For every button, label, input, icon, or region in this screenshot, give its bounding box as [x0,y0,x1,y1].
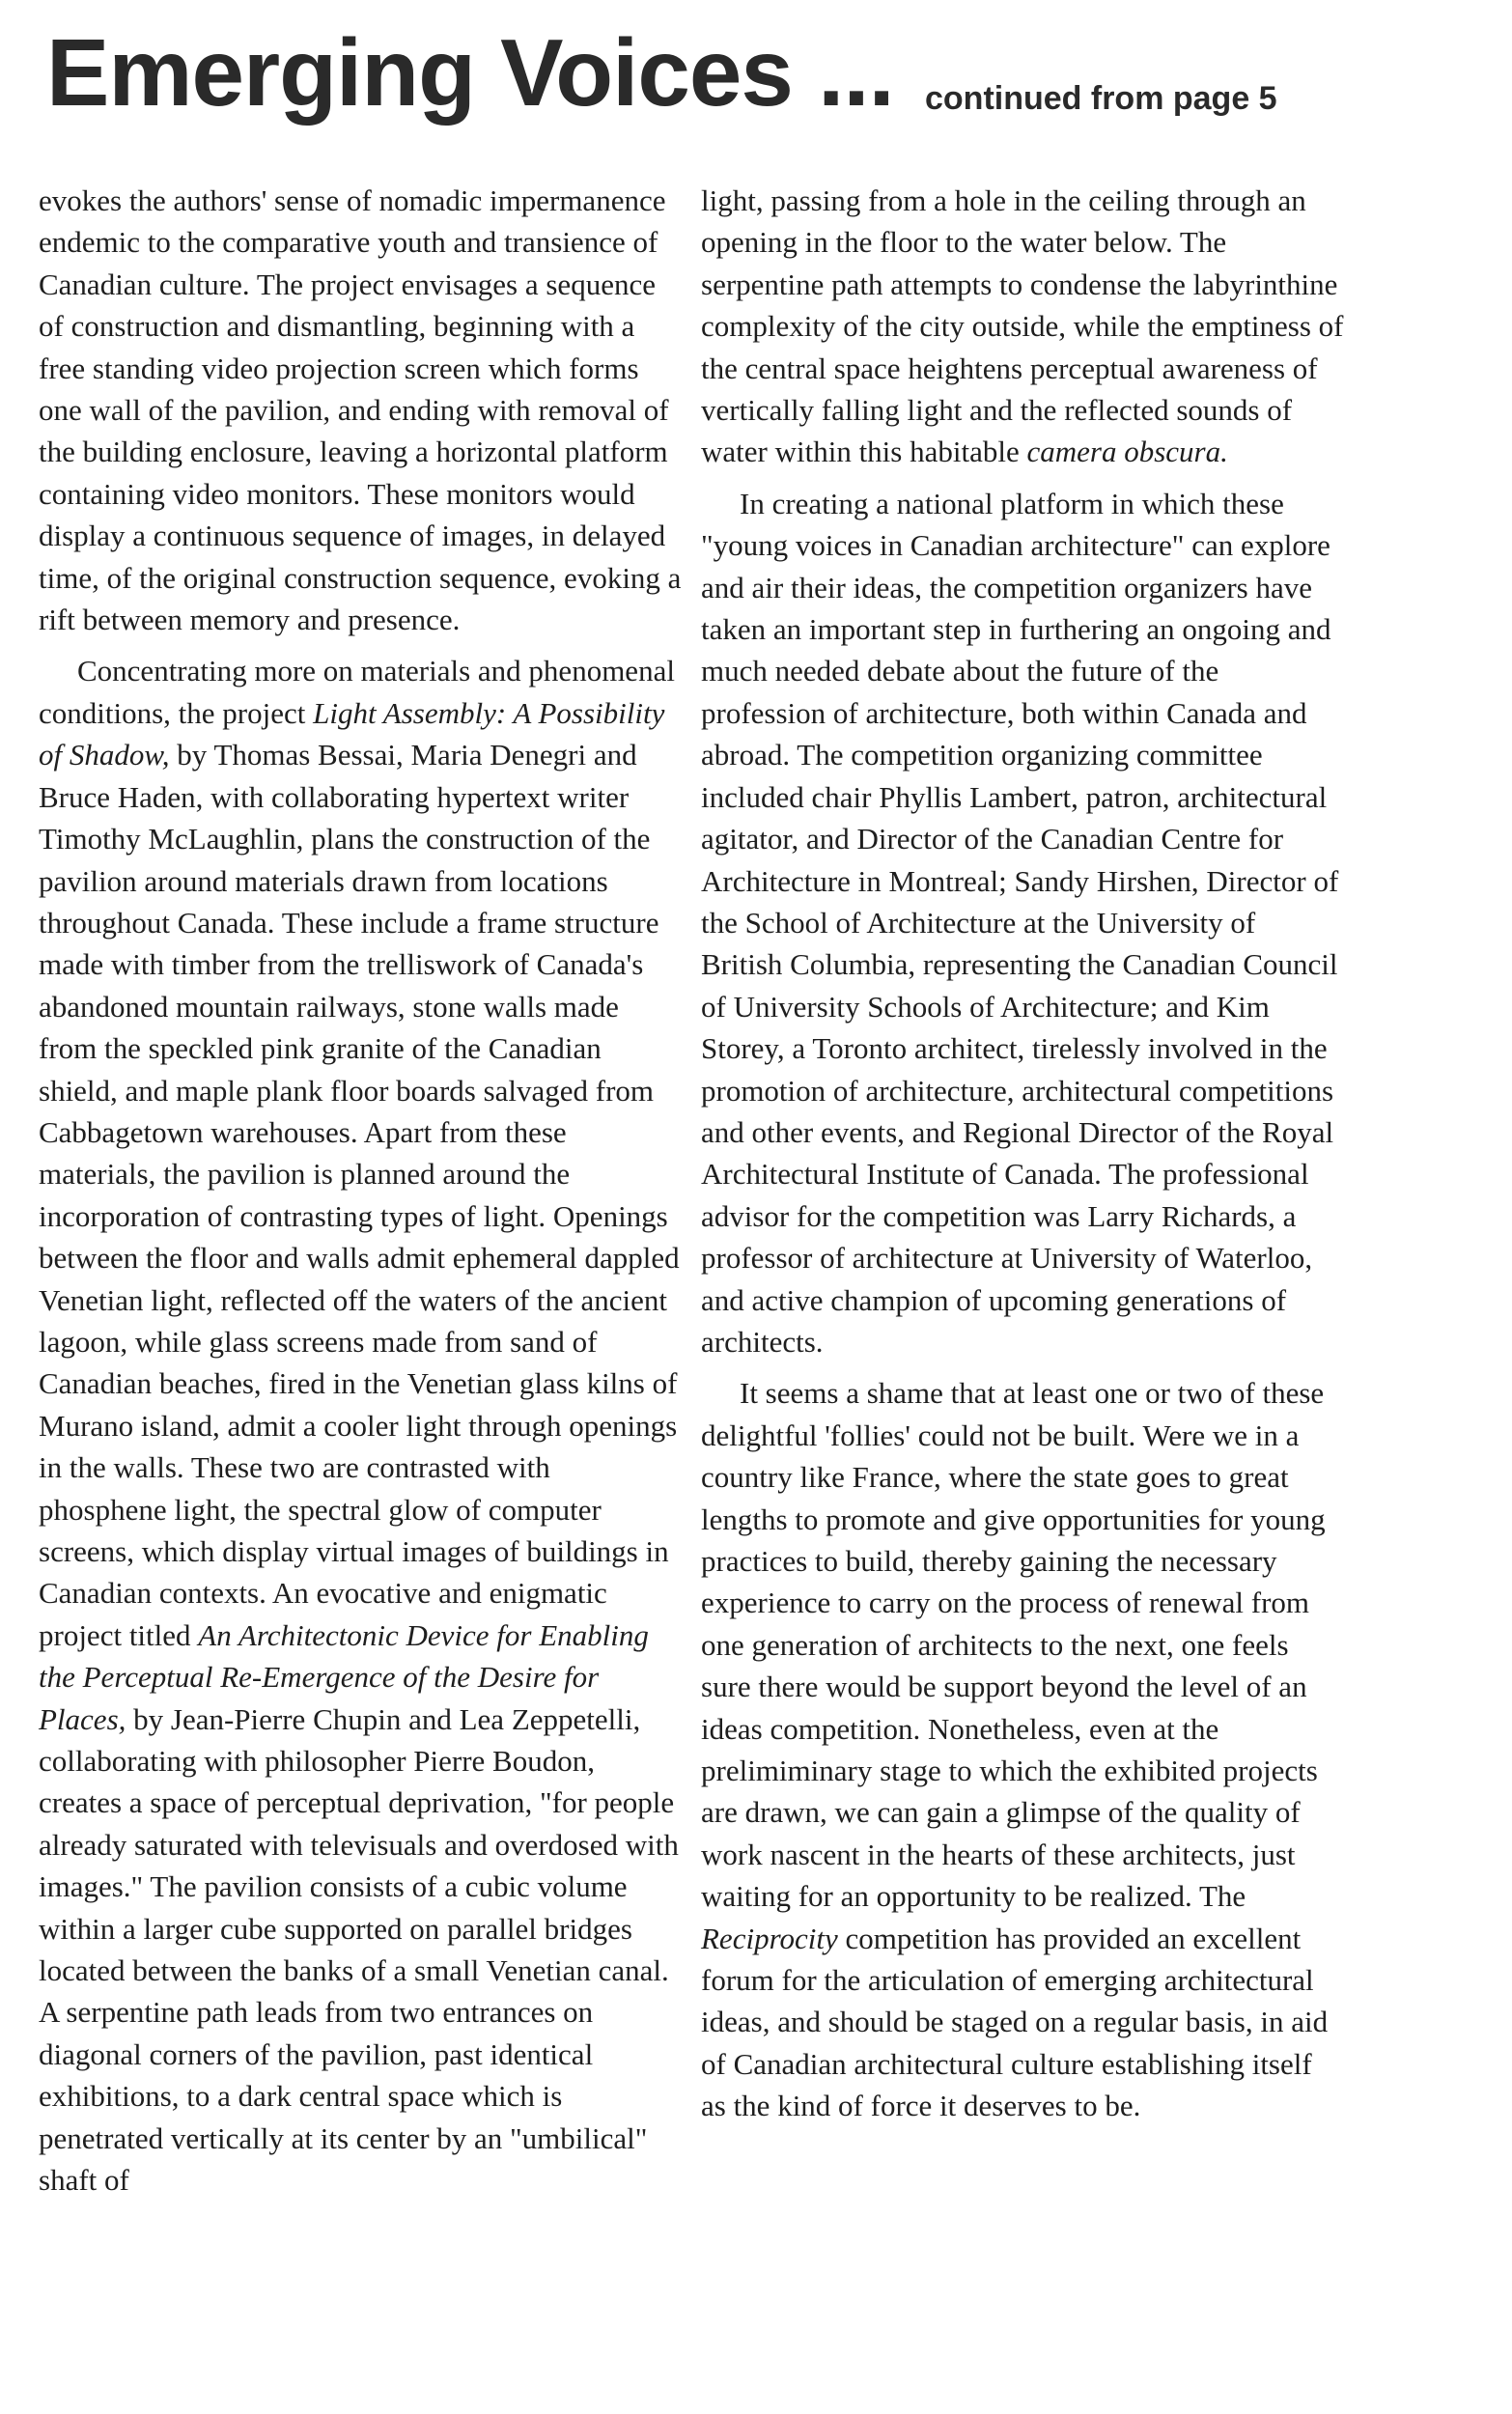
paragraph [701,483,1344,1363]
paragraph-text: In creating a national platform in which these "young voices in Canadian architecture" can explore and air their ideas, the competition organizers have taken an important step in furthering an ongoing and much needed debate about the future of the profession of architecture, both within Canada and abroad. The competition organizing committee included chair Phyllis Lambert, patron, architectural agitator, and Director of the Canadian Centre for Architecture in Montreal; Sandy Hirshen, Director of the School of Architecture at the University of British Columbia, representing the Canadian Council of University Schools of Architecture; and Kim Storey, a Toronto architect, tirelessly involved in the promotion of architecture, architectural competitions and other events, and Regional Director of the Royal Architectural Institute of Canada. The professional advisor for the competition was Larry Richards, a professor of architecture at University of Waterloo, and active champion of upcoming generations of architects. [701,486,1339,1359]
paragraph-text: light, passing from a hole in the ceiling through an opening in the floor to the water below. The serpentine path attempts to condense the labyrinthine complexity of the city outside, while the emptiness of the central space heightens perceptual awareness of vertically falling light and the reflected sounds of water within this habitable [701,183,1344,469]
paragraph [39,650,682,2201]
paragraph-text: competition has provided an excellent forum for the articulation of emerging architectural ideas, and should be staged on a regular basis, in aid of Canadian architectural culture establishing itself as the kind of force it deserves to be. [701,1921,1329,2123]
paragraph-text: by Jean-Pierre Chupin and Lea Zeppetelli, collaborating with philosopher Pierre Boudon, creates a space of perceptual deprivation, "for people already saturated with televisuals and overdosed with images." The pavilion consists of a cubic volume within a larger cube supported on parallel bridges located between the banks of a small Venetian canal. A serpentine path leads from two entrances on diagonal corners of the pavilion, past identical exhibitions, to a dark central space which is penetrated vertically at its center by an "umbilical" shaft of [39,1701,679,2198]
paragraph [701,1372,1344,2126]
paragraph-text: evokes the authors' sense of nomadic impermanence endemic to the comparative youth and transience of Canadian culture. The project envisages a sequence of construction and dismantling, beginning with a free standing video projection screen which forms one wall of the pavilion, and ending with removal of the building enclosure, leaving a horizontal platform containing video monitors. These monitors would display a continuous sequence of images, in delayed time, of the original construction sequence, evoking a rift between memory and presence. [39,183,682,637]
paragraph [701,180,1344,473]
continued-note: continued from page 5 [925,80,1277,117]
article-header [46,19,1302,135]
paragraph-text: It seems a shame that at least one or two of these delightful 'follies' could not be built. Were we in a country like France, where the state goes to great lengths to promote and give opportunities for young practices to build, thereby gaining the necessary experience to carry on the process of renewal from one generation of architects to the next, one feels sure there would be support beyond the level of an ideas competition. Nonetheless, even at the prelimiminary stage to which the exhibited projects are drawn, we can gain a glimpse of the quality of work nascent in the hearts of these architects, just waiting for an opportunity to be realized. The [701,1376,1326,1914]
paragraph-text: by Thomas Bessai, Maria Denegri and Bruce Haden, with collaborating hypertext writer Timothy McLaughlin, plans the construction of the pavilion around materials drawn from locations throughout Canada. These include a frame structure made with timber from the trelliswork of Canada's abandoned mountain railways, stone walls made from the speckled pink granite of the Canadian shield, and maple plank floor boards salvaged from Cabbagetown warehouses. Apart from these materials, the pavilion is planned around the incorporation of contrasting types of light. Openings between the floor and walls admit ephemeral dappled Venetian light, reflected off the waters of the ancient lagoon, while glass screens made from sand of Canadian beaches, fired in the Venetian glass kilns of Murano island, admit a cooler light through openings in the walls. These two are contrasted with phosphene light, the spectral glow of computer screens, which display virtual images of buildings in Canadian contexts. An evocative and enigmatic project titled [39,738,680,1652]
headline: Emerging Voices ... [46,19,894,126]
project-title: Light Assembly: A Possibility of Shadow, [39,695,665,772]
competition-name: Reciprocity [701,1921,838,1955]
right-column [701,180,1344,2127]
paragraph-text: Concentrating more on materials and phenomenal conditions, the project [39,654,675,730]
paragraph [39,180,682,640]
italic-term: camera obscura. [1026,435,1228,469]
left-column [39,180,682,2202]
project-title: An Architectonic Device for Enabling the Perceptual Re-Emergence of the Desire for Places, [39,1617,649,1736]
